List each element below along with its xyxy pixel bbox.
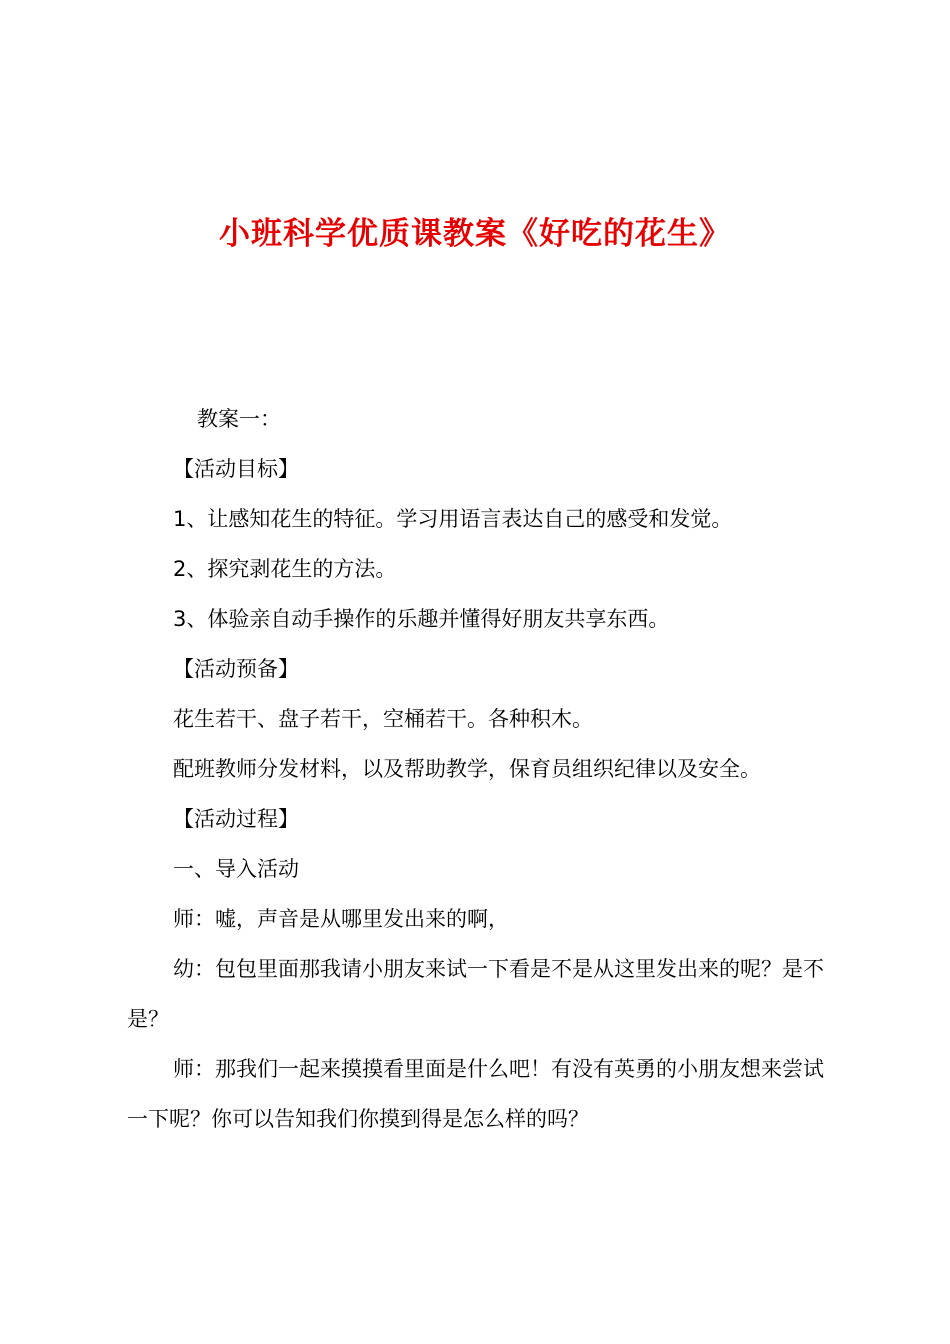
paragraph-process-heading: 【活动过程】 [173,807,299,831]
paragraph-teacher-1: 师：嘘，声音是从哪里发出来的啊， [173,907,509,931]
paragraph-prep-staff: 配班教师分发材料，以及帮助教学，保育员组织纪律以及安全。 [173,757,761,781]
paragraph-prep-materials: 花生若干、盘子若干，空桶若干。各种积木。 [173,707,593,731]
paragraph-goals-heading: 【活动目标】 [173,457,299,481]
paragraph-teacher-2: 师：那我们一起来摸摸看里面是什么吧！有没有英勇的小朋友想来尝试一下呢？你可以告知我们你摸到得是怎么样的吗？ [127,1057,824,1131]
paragraph-lesson-heading: 教案一： [197,407,281,431]
document-body [127,394,837,1144]
paragraph-goal-2: 2、探究剥花生的方法。 [173,557,397,581]
document-title: 小班科学优质课教案《好吃的花生》 [219,216,731,252]
paragraph-goal-3: 3、体验亲自动手操作的乐趣并懂得好朋友共享东西。 [173,607,670,631]
paragraph-child-1: 幼：包包里面那我请小朋友来试一下看是不是从这里发出来的呢？是不是？ [127,957,824,1031]
paragraph-step-1: 一、导入活动 [173,857,299,881]
paragraph-prep-heading: 【活动预备】 [173,657,299,681]
paragraph-goal-1: 1、让感知花生的特征。学习用语言表达自己的感受和发觉。 [173,507,733,531]
